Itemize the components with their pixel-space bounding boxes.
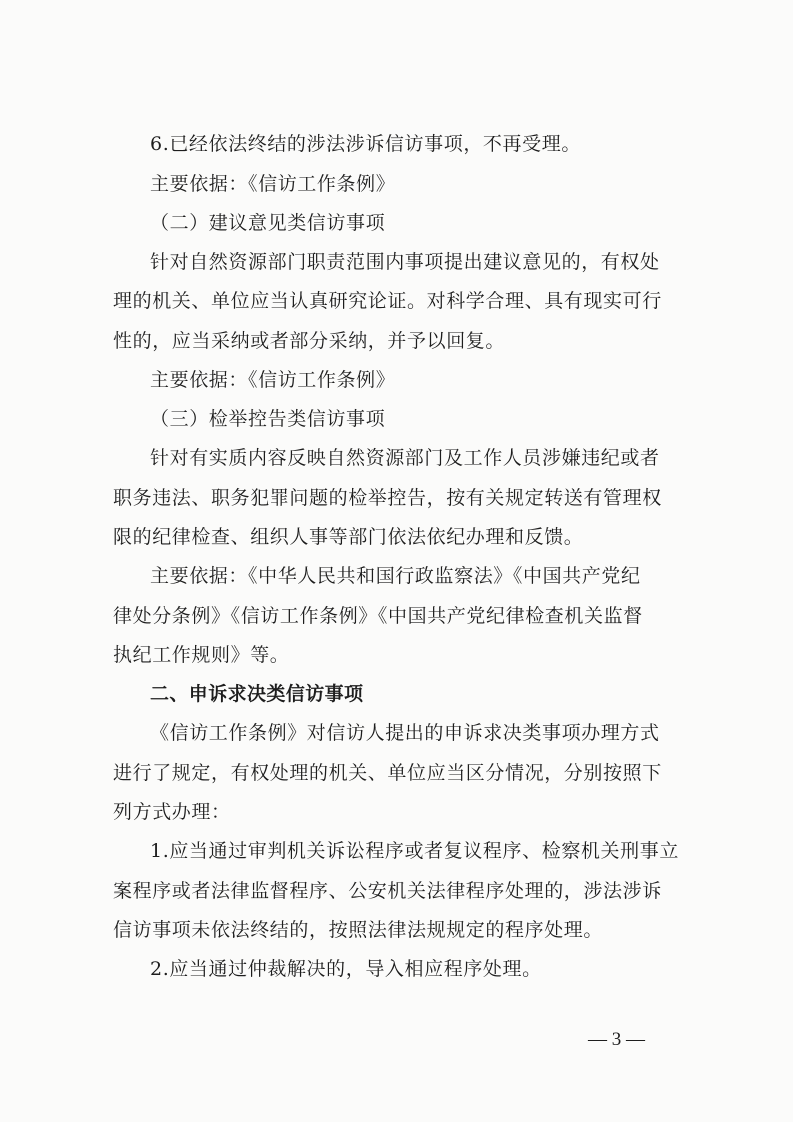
basis-line: 执纪工作规则》等。 (113, 644, 290, 666)
page-number: — 3 — (588, 1029, 645, 1050)
paragraph-line: 列方式办理： (113, 801, 231, 823)
paragraph-item-1: 1.应当通过审判机关诉讼程序或者复议程序、检察机关刑事立 (150, 840, 679, 862)
paragraph-item-6: 6.已经依法终结的涉法涉诉信访事项，不再受理。 (150, 133, 581, 155)
paragraph-line: 信访事项未依法终结的，按照法律法规规定的程序处理。 (113, 919, 604, 941)
basis-line: 主要依据：《信访工作条例》 (150, 173, 396, 195)
paragraph-line: 针对自然资源部门职责范围内事项提出建议意见的，有权处 (150, 251, 660, 273)
paragraph-line: 理的机关、单位应当认真研究论证。对科学合理、具有现实可行 (113, 290, 662, 312)
section-heading-suggestions: （二）建议意见类信访事项 (150, 212, 386, 234)
paragraph-line: 职务违法、职务犯罪问题的检举控告，按有关规定转送有管理权 (113, 487, 662, 509)
paragraph-item-2: 2.应当通过仲裁解决的，导入相应程序处理。 (150, 958, 542, 980)
paragraph-line: 针对有实质内容反映自然资源部门及工作人员涉嫌违纪或者 (150, 447, 660, 469)
paragraph-line: 《信访工作条例》对信访人提出的申诉求决类事项办理方式 (150, 722, 660, 744)
basis-line: 主要依据：《信访工作条例》 (150, 369, 396, 391)
paragraph-line: 进行了规定，有权处理的机关、单位应当区分情况，分别按照下 (113, 762, 662, 784)
section-heading-reports: （三）检举控告类信访事项 (150, 408, 386, 430)
paragraph-line: 案程序或者法律监督程序、公安机关法律程序处理的，涉法涉诉 (113, 880, 662, 902)
section-heading-appeals: 二、申诉求决类信访事项 (150, 683, 364, 705)
paragraph-line: 性的，应当采纳或者部分采纳，并予以回复。 (113, 330, 506, 352)
paragraph-line: 限的纪律检查、组织人事等部门依法依纪办理和反馈。 (113, 526, 584, 548)
basis-line: 主要依据：《中华人民共和国行政监察法》《中国共产党纪 (150, 565, 641, 587)
basis-line: 律处分条例》《信访工作条例》《中国共产党纪律检查机关监督 (113, 605, 643, 627)
